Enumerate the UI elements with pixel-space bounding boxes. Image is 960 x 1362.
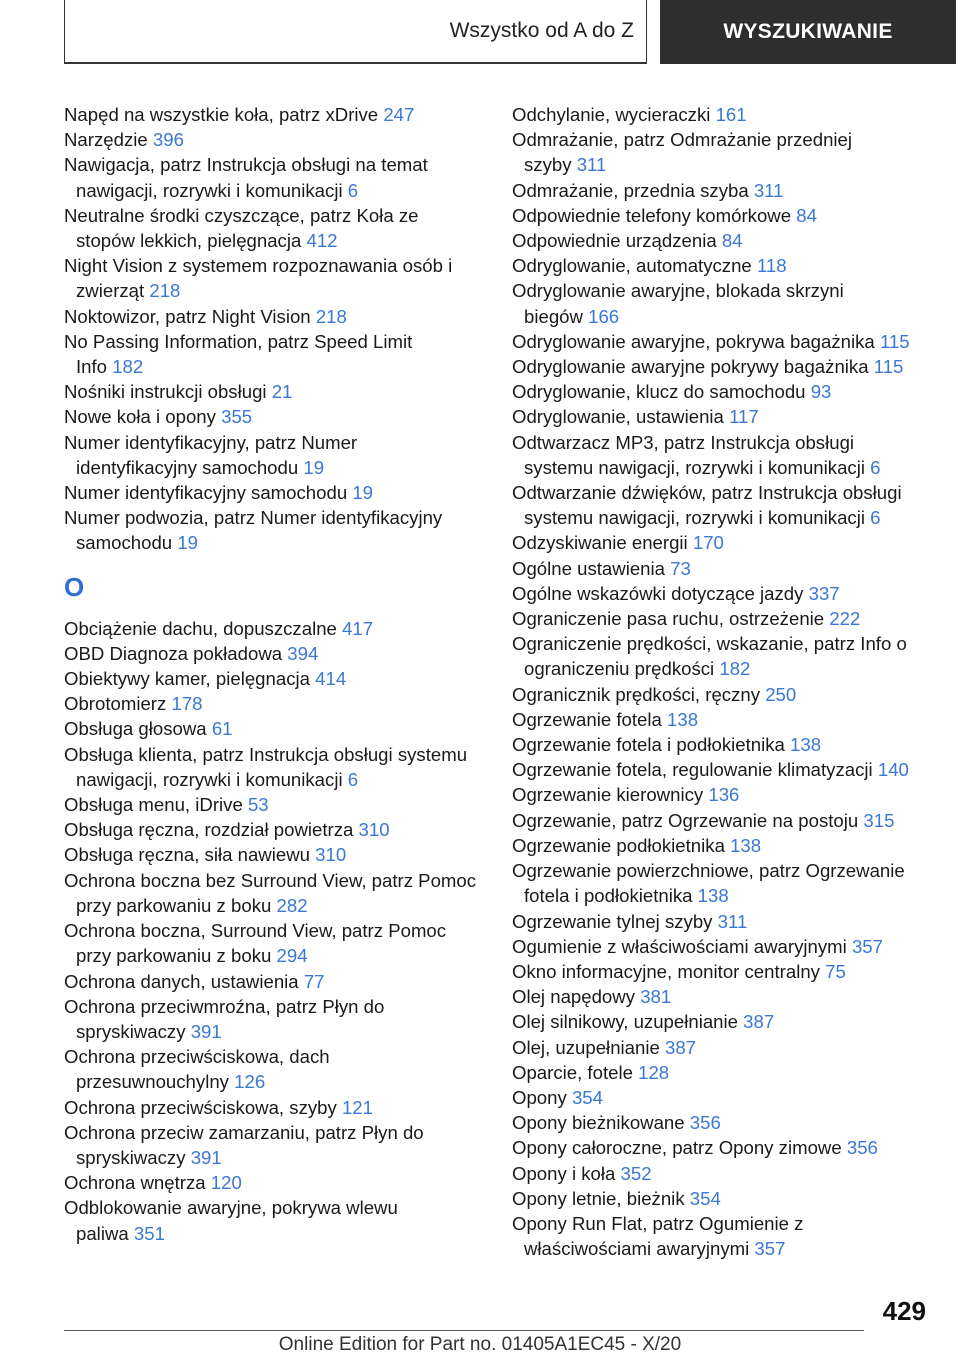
index-page-link[interactable]: 138 xyxy=(790,734,822,756)
index-entry-text: Odryglowanie awaryjne pokrywy bagażnika xyxy=(512,356,869,378)
index-page-link[interactable]: 140 xyxy=(877,759,909,781)
index-entry-text: Odchylanie, wycieraczki xyxy=(512,104,711,125)
index-entry xyxy=(64,994,479,1044)
index-page-link[interactable]: 247 xyxy=(383,104,415,125)
index-page-link[interactable]: 391 xyxy=(190,1146,222,1168)
index-page-link[interactable]: 354 xyxy=(689,1187,721,1209)
index-entry-text: Ogólne ustawienia xyxy=(512,557,665,579)
index-entry xyxy=(512,1085,922,1110)
section-letter: O xyxy=(64,571,85,602)
index-entry xyxy=(512,203,922,228)
index-entry xyxy=(512,1161,922,1186)
index-page-link[interactable]: 315 xyxy=(863,809,895,831)
chapter-tab-label: Wszystko od A do Z xyxy=(449,19,634,42)
index-entry-text: Ogrzewanie podłokietnika xyxy=(512,834,725,856)
index-page-link[interactable]: 138 xyxy=(667,708,699,730)
index-page-link[interactable]: 118 xyxy=(756,255,787,277)
index-page-link[interactable]: 138 xyxy=(697,885,729,907)
index-page-link[interactable]: 356 xyxy=(689,1112,721,1134)
index-entry-text: Neutralne środki czyszczące, patrz Koła ze stopów lekkich, pielęgnacja xyxy=(64,204,419,252)
index-page-link[interactable]: 294 xyxy=(276,945,308,967)
index-page-link[interactable]: 19 xyxy=(303,456,325,478)
index-page-link[interactable]: 412 xyxy=(306,230,338,252)
index-entry-text: Opony Run Flat, patrz Ogumienie z właściwościami awaryjnymi xyxy=(512,1212,804,1260)
index-entry-text: Ogrzewanie tylnej szyby xyxy=(512,910,713,932)
index-entry xyxy=(64,918,479,968)
index-page-link[interactable]: 414 xyxy=(315,668,347,690)
index-entry xyxy=(512,782,922,807)
page-number: 429 xyxy=(882,1296,926,1326)
index-entry-text: Oparcie, fotele xyxy=(512,1061,633,1083)
index-page-link[interactable]: 396 xyxy=(152,129,184,151)
index-page-link[interactable]: 218 xyxy=(315,305,347,327)
index-entry-text: Napęd na wszystkie koła, patrz xDrive xyxy=(64,104,379,125)
index-entry xyxy=(64,969,479,994)
index-entry xyxy=(64,102,479,127)
index-page-link[interactable]: 311 xyxy=(576,154,607,176)
index-entry-text: Obsługa ręczna, rozdział powietrza xyxy=(64,819,354,841)
chapter-tab[interactable] xyxy=(64,0,647,64)
index-page-link[interactable]: 337 xyxy=(808,582,840,604)
footer-divider xyxy=(64,1330,864,1331)
index-entry-text: Nowe koła i opony xyxy=(64,406,216,428)
index-entry xyxy=(64,304,479,329)
index-entry-text: Odzyskiwanie energii xyxy=(512,532,688,554)
index-entry-text: Obciążenie dachu, dopuszczalne xyxy=(64,617,337,639)
index-page-link[interactable]: 250 xyxy=(765,683,797,705)
index-entry-text: Odmrażanie, przednia szyba xyxy=(512,179,749,201)
index-entry-text: Obsługa klienta, patrz Instrukcja obsługi systemu nawigacji, rozrywki i komunikacji xyxy=(64,743,468,790)
index-page-link[interactable]: 61 xyxy=(211,718,233,740)
index-entry-text: Obiektywy kamer, pielęgnacja xyxy=(64,668,310,690)
index-page-link[interactable]: 381 xyxy=(640,986,672,1008)
index-entry-text: Okno informacyjne, monitor centralny xyxy=(512,960,820,982)
index-entry xyxy=(512,1060,922,1085)
index-entry-text: Odmrażanie, patrz Odmrażanie przedniej szyby xyxy=(512,129,853,176)
index-column-left xyxy=(64,102,479,1246)
index-entry-text: Ochrona boczna, Surround View, patrz Pomoc przy parkowaniu z boku xyxy=(64,920,447,967)
index-entry-text: Odryglowanie, automatyczne xyxy=(512,255,752,277)
index-page-link[interactable]: 310 xyxy=(358,819,390,841)
index-entry-text: Ogrzewanie kierownicy xyxy=(512,784,704,806)
index-entry xyxy=(512,1211,922,1261)
index-page-link[interactable]: 352 xyxy=(620,1162,652,1184)
index-page-link[interactable]: 310 xyxy=(315,844,347,866)
index-entry-text: Odblokowanie awaryjne, pokrywa wlewu paliwa xyxy=(64,1197,398,1244)
index-entry xyxy=(512,1110,922,1135)
index-page-link[interactable]: 77 xyxy=(303,970,325,992)
index-entry-text: Night Vision z systemem rozpoznawania osób i zwierząt xyxy=(64,255,453,302)
index-entry-text: Ogrzewanie fotela xyxy=(512,708,662,730)
index-page-link[interactable]: 178 xyxy=(171,693,203,715)
index-entry xyxy=(512,1135,922,1160)
index-entry xyxy=(64,641,479,666)
index-page-link[interactable]: 170 xyxy=(692,532,724,554)
index-entry-text: Obsługa ręczna, siła nawiewu xyxy=(64,844,310,866)
index-page-link[interactable]: 115 xyxy=(873,356,904,378)
index-entry-text: Ogrzewanie fotela i podłokietnika xyxy=(512,734,785,756)
index-entry-text: Olej, uzupełnianie xyxy=(512,1036,660,1058)
index-entry-text: Ochrona przeciwściskowa, dach przesuwnouchylny xyxy=(64,1046,330,1093)
index-page-link[interactable]: 21 xyxy=(271,381,293,403)
index-entry xyxy=(64,666,479,691)
index-entry-text: Ograniczenie pasa ruchu, ostrzeżenie xyxy=(512,608,825,630)
index-page-link[interactable]: 19 xyxy=(177,532,198,554)
index-page-link[interactable]: 75 xyxy=(825,960,846,982)
index-entry-text: Olej silnikowy, uzupełnianie xyxy=(512,1011,738,1033)
index-page-link[interactable]: 222 xyxy=(829,608,861,630)
index-entry xyxy=(512,1035,922,1060)
index-entry xyxy=(512,581,922,606)
index-entry xyxy=(64,127,479,152)
index-page-link[interactable]: 182 xyxy=(112,356,144,378)
index-entry xyxy=(512,732,922,757)
index-page-link[interactable]: 218 xyxy=(149,280,181,302)
index-entry xyxy=(512,1186,922,1211)
index-entry xyxy=(64,404,479,429)
index-entry-text: Nawigacja, patrz Instrukcja obsługi na temat nawigacji, rozrywki i komunikacji xyxy=(64,154,428,201)
index-entry-text: Odpowiednie telefony komórkowe xyxy=(512,204,792,226)
index-entry-text: Opony bieżnikowane xyxy=(512,1112,685,1134)
index-entry-text: Ogranicznik prędkości, ręczny xyxy=(512,683,761,705)
index-entry-text: Ochrona wnętrza xyxy=(64,1172,206,1194)
index-entry-text: Opony całoroczne, patrz Opony zimowe xyxy=(512,1137,842,1159)
index-entry xyxy=(512,354,922,379)
index-entry xyxy=(512,909,922,934)
index-entry xyxy=(512,833,922,858)
index-entry-text: Ograniczenie prędkości, wskazanie, patrz Info o ograniczeniu prędkości xyxy=(512,633,907,680)
index-entry xyxy=(512,430,922,480)
index-entry xyxy=(64,616,479,641)
index-entry-text: Ogrzewanie fotela, regulowanie klimatyzacji xyxy=(512,759,873,781)
index-entry-text: Nośniki instrukcji obsługi xyxy=(64,381,267,403)
index-page-link[interactable]: 53 xyxy=(247,794,269,816)
index-entry-text: Ogrzewanie powierzchniowe, patrz Ogrzewanie fotela i podłokietnika xyxy=(512,860,905,907)
index-entry xyxy=(512,959,922,984)
index-entry-text: Opony xyxy=(512,1086,567,1108)
index-column-right xyxy=(512,102,922,1261)
index-page-link[interactable]: 161 xyxy=(715,104,747,125)
index-page-link[interactable]: 282 xyxy=(276,894,308,916)
index-entry xyxy=(512,757,922,782)
index-entry-text: Narzędzie xyxy=(64,129,148,151)
index-entry-text: Opony letnie, bieżnik xyxy=(512,1187,685,1209)
index-page-link[interactable]: 93 xyxy=(810,381,832,403)
index-page-link[interactable]: 417 xyxy=(342,617,374,639)
index-entry-text: OBD Diagnoza pokładowa xyxy=(64,642,283,664)
index-entry xyxy=(512,682,922,707)
index-entry xyxy=(512,606,922,631)
index-page-link[interactable]: 84 xyxy=(796,204,817,226)
index-entry xyxy=(64,379,479,404)
index-page-link[interactable]: 354 xyxy=(571,1086,603,1108)
index-entry xyxy=(64,505,479,555)
index-page-link[interactable]: 351 xyxy=(133,1222,165,1244)
index-page-link[interactable]: 128 xyxy=(638,1061,670,1083)
section-tab-label: WYSZUKIWANIE xyxy=(723,20,893,43)
index-page-link[interactable]: 357 xyxy=(754,1238,786,1260)
section-tab[interactable] xyxy=(660,0,956,64)
index-entry-text: Numer podwozia, patrz Numer identyfikacyjny samochodu xyxy=(64,507,443,554)
index-entry xyxy=(64,842,479,867)
index-page-link[interactable]: 6 xyxy=(347,179,359,201)
index-entry xyxy=(64,1170,479,1195)
index-entry-text: Odryglowanie awaryjne, pokrywa bagażnika xyxy=(512,330,875,352)
index-page-link[interactable]: 311 xyxy=(717,910,748,932)
index-entry-text: Ogumienie z właściwościami awaryjnymi xyxy=(512,935,847,957)
footer-edition: Online Edition for Part no. 01405A1EC45 - X/20 xyxy=(278,1334,682,1355)
index-entry xyxy=(64,742,479,792)
index-page-link[interactable]: 73 xyxy=(670,557,691,579)
index-page-link[interactable]: 126 xyxy=(234,1071,266,1093)
index-page-link[interactable]: 117 xyxy=(729,406,759,428)
index-entry xyxy=(64,1195,479,1245)
index-entry xyxy=(512,808,922,833)
index-page-link[interactable]: 387 xyxy=(665,1036,697,1058)
index-entry xyxy=(512,404,922,429)
index-entry xyxy=(512,329,922,354)
index-page-link[interactable]: 6 xyxy=(870,507,881,529)
index-page-link[interactable]: 84 xyxy=(721,230,743,252)
index-page-link[interactable]: 355 xyxy=(221,406,253,428)
index-entry-text: Odpowiednie urządzenia xyxy=(512,230,717,252)
index-page-link[interactable]: 6 xyxy=(347,768,359,790)
index-entry xyxy=(64,817,479,842)
index-entry xyxy=(512,934,922,959)
index-entry-text: Olej napędowy xyxy=(512,986,636,1008)
index-entry xyxy=(64,716,479,741)
index-entry-text: Odryglowanie awaryjne, blokada skrzyni biegów xyxy=(512,280,844,327)
index-page-link[interactable]: 394 xyxy=(287,642,319,664)
index-entry-text: Numer identyfikacyjny, patrz Numer identyfikacyjny samochodu xyxy=(64,431,358,478)
index-entry xyxy=(512,707,922,732)
index-entry-text: Ochrona danych, ustawienia xyxy=(64,970,299,992)
index-entry xyxy=(64,868,479,918)
index-entry xyxy=(512,480,922,530)
index-page-link[interactable]: 357 xyxy=(851,935,883,957)
index-entry xyxy=(512,858,922,908)
index-entry-text: Ochrona przeciw zamarzaniu, patrz Płyn do spryskiwaczy xyxy=(64,1121,424,1168)
index-entry xyxy=(64,1120,479,1170)
index-entry xyxy=(64,152,479,202)
index-entry-text: Opony i koła xyxy=(512,1162,616,1184)
index-entry-text: Ochrona boczna bez Surround View, patrz Pomoc przy parkowaniu z boku xyxy=(64,869,477,916)
index-entry-text: Ochrona przeciwściskowa, szyby xyxy=(64,1096,337,1118)
index-page-link[interactable]: 19 xyxy=(352,482,374,504)
index-entry xyxy=(64,1044,479,1094)
index-entry-text: Obsługa głosowa xyxy=(64,718,207,740)
index-entry xyxy=(64,691,479,716)
index-entry-text: Noktowizor, patrz Night Vision xyxy=(64,305,311,327)
index-entry-text: Obrotomierz xyxy=(64,693,167,715)
index-entry xyxy=(512,631,922,681)
index-page-link[interactable]: 182 xyxy=(719,658,751,680)
index-entry xyxy=(512,253,922,278)
index-entry xyxy=(64,329,479,379)
index-page-link[interactable]: 387 xyxy=(743,1011,775,1033)
index-entry-text: Odtwarzanie dźwięków, patrz Instrukcja obsługi systemu nawigacji, rozrywki i komunikacji xyxy=(512,482,902,529)
index-entry-text: Ogrzewanie, patrz Ogrzewanie na postoju xyxy=(512,809,859,831)
index-page-link[interactable]: 166 xyxy=(588,305,620,327)
index-page-link[interactable]: 121 xyxy=(341,1096,373,1118)
index-entry xyxy=(64,203,479,253)
index-entry xyxy=(512,556,922,581)
index-entry-text: Odryglowanie, ustawienia xyxy=(512,406,724,428)
index-entry-text: Obsługa menu, iDrive xyxy=(64,794,243,816)
index-entry-text: Ochrona przeciwmroźna, patrz Płyn do spryskiwaczy xyxy=(64,995,385,1042)
index-entry xyxy=(64,480,479,505)
index-entry-text: No Passing Information, patrz Speed Limit Info xyxy=(64,330,413,378)
index-page-link[interactable]: 115 xyxy=(879,330,910,352)
index-entry xyxy=(512,1009,922,1034)
index-page-link[interactable]: 138 xyxy=(730,834,762,856)
index-page-link[interactable]: 391 xyxy=(190,1020,222,1042)
index-entry xyxy=(512,379,922,404)
index-page-link[interactable]: 120 xyxy=(210,1172,242,1194)
index-page-link[interactable]: 136 xyxy=(708,784,740,806)
index-page-link[interactable]: 311 xyxy=(753,179,784,201)
index-entry-text: Odryglowanie, klucz do samochodu xyxy=(512,381,806,403)
index-entry xyxy=(64,253,479,303)
index-entry xyxy=(512,228,922,253)
index-entry-text: Ogólne wskazówki dotyczące jazdy xyxy=(512,582,804,604)
index-entry xyxy=(512,102,922,127)
index-entry xyxy=(512,127,922,177)
index-page-link[interactable]: 6 xyxy=(870,456,881,478)
index-entry xyxy=(64,792,479,817)
index-entry-text: Odtwarzacz MP3, patrz Instrukcja obsługi systemu nawigacji, rozrywki i komunikacji xyxy=(512,431,865,478)
index-entry xyxy=(512,984,922,1009)
index-entry xyxy=(512,278,922,328)
index-entry xyxy=(512,530,922,555)
index-entry xyxy=(64,430,479,480)
index-page-link[interactable]: 356 xyxy=(846,1137,878,1159)
index-entry xyxy=(64,1095,479,1120)
index-entry xyxy=(512,178,922,203)
index-entry-text: Numer identyfikacyjny samochodu xyxy=(64,482,348,504)
